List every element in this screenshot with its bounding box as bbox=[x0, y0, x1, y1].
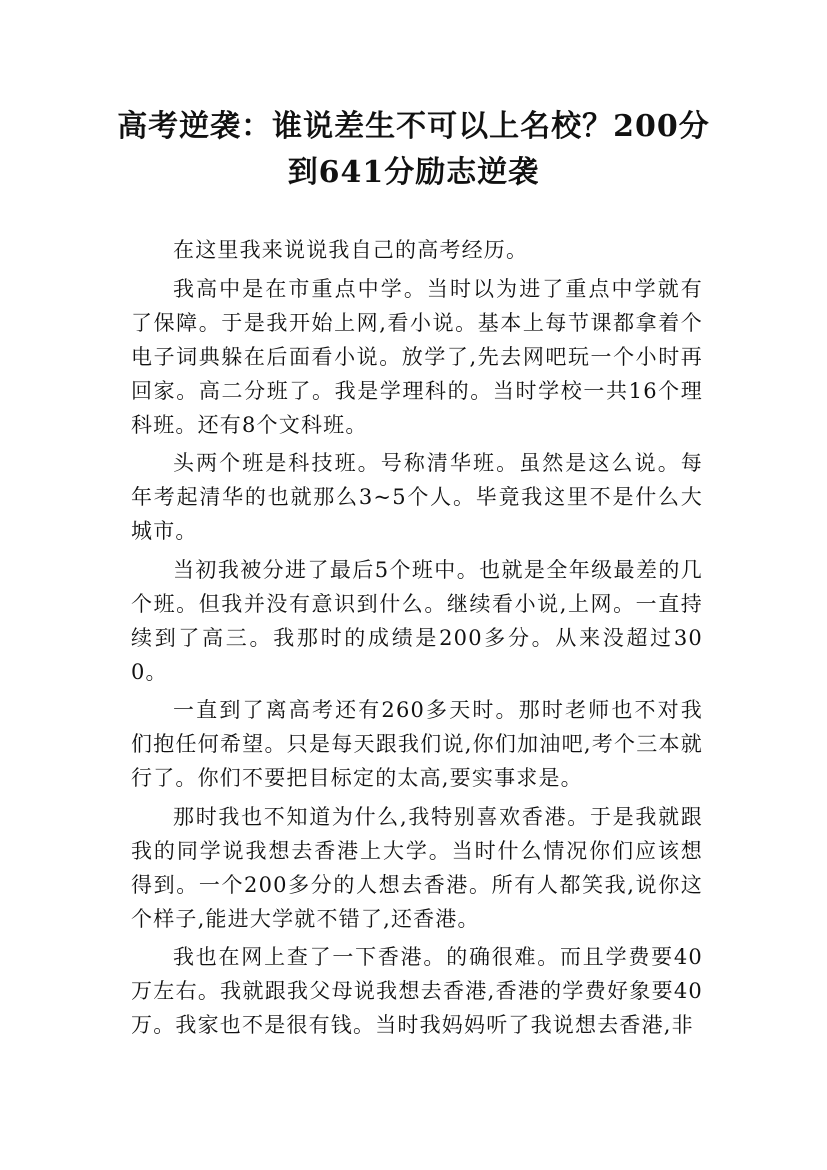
paragraph-6: 那时我也不知道为什么,我特别喜欢香港。于是我就跟我的同学说我想去香港上大学。当时什么情况你们应该想得到。一个200多分的人想去香港。所有人都笑我,说你这个样子,能进大学就不错了,还香港。 bbox=[131, 804, 703, 931]
article-body bbox=[131, 233, 703, 1047]
paragraph-7: 我也在网上查了一下香港。的确很难。而且学费要40万左右。我就跟我父母说我想去香港,香港的学费好象要40万。我家也不是很有钱。当时我妈妈听了我说想去香港,非 bbox=[131, 945, 703, 1037]
paragraph-5: 一直到了离高考还有260多天时。那时老师也不对我们抱任何希望。只是每天跟我们说,你们加油吧,考个三本就行了。你们不要把目标定的太高,要实事求是。 bbox=[131, 698, 703, 790]
paragraph-3: 头两个班是科技班。号称清华班。虽然是这么说。每年考起清华的也就那么3~5个人。毕竟我这里不是什么大城市。 bbox=[131, 451, 703, 543]
paragraph-4: 当初我被分进了最后5个班中。也就是全年级最差的几个班。但我并没有意识到什么。继续看小说,上网。一直持续到了高三。我那时的成绩是200多分。从来没超过300。 bbox=[131, 557, 703, 684]
paragraph-2: 我高中是在市重点中学。当时以为进了重点中学就有了保障。于是我开始上网,看小说。基本上每节课都拿着个电子词典躲在后面看小说。放学了,先去网吧玩一个小时再回家。高二分班了。我是学理科的。当时学校一共16个理科班。还有8个文科班。 bbox=[131, 276, 703, 437]
page-title: 高考逆袭：谁说差生不可以上名校？200分到641分励志逆袭 bbox=[117, 109, 710, 190]
paragraph-1: 在这里我来说说我自己的高考经历。 bbox=[173, 238, 529, 262]
